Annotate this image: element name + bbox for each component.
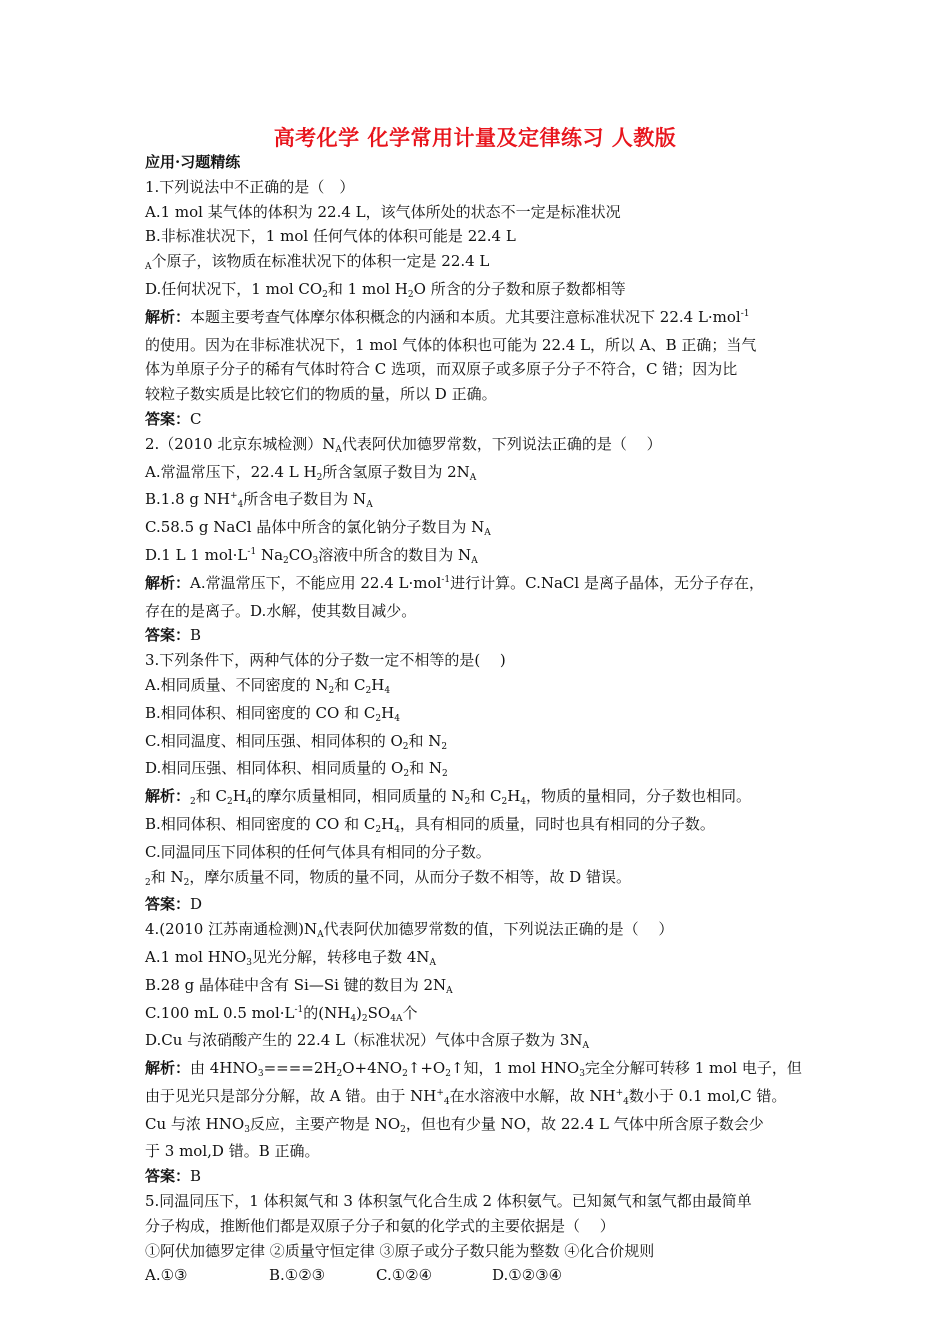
q1-option-b: B.非标准状况下，1 mol 任何气体的体积可能是 22.4 L	[145, 227, 516, 246]
q1-stem: 1.下列说法中不正确的是（ ）	[145, 177, 355, 196]
q5-option-d: D.①②③④	[492, 1266, 563, 1285]
q5-stem: 5.同温同压下，1 体积氮气和 3 体积氢气化合生成 2 体积氨气。已知氮气和氢气都由最简单	[145, 1192, 752, 1211]
q3-explanation-line: B.相同体积、相同密度的 CO 和 $C_2H_4$，具有相同的质量，同时也具有相同的分子数。	[145, 814, 715, 835]
q4-explanation-line: 由于见光只是部分分解，故 A 错。由于 $NH^+_4$在水溶液中水解，故 $NH^+_4$数小于 0.1 mol,C 错。	[145, 1086, 787, 1107]
section-heading: 应用·习题精练	[145, 153, 241, 171]
q5-options	[145, 1263, 815, 1288]
q3-explanation-line: C.同温同压下同体积的任何气体具有相同的分子数。	[145, 842, 491, 861]
q2-answer: 答案：B	[145, 626, 202, 645]
q1-explanation-line: 的使用。因为在非标准状况下，1 mol 气体的体积也可能为 22.4 L，所以 A、B 正确；当气	[145, 335, 757, 354]
q1-option-c: $_A$个原子，该物质在标准状况下的体积一定是 22.4 L	[145, 252, 490, 273]
q4-answer: 答案：B	[145, 1167, 202, 1186]
q1-option-d: D.任何状况下，1 mol $CO_2$和 1 mol $H_2O$ 所含的分子数和原子数都相等	[145, 279, 626, 300]
q5-option-a: A.①③	[145, 1266, 188, 1285]
q1-explanation-line: 体为单原子分子的稀有气体时符合 C 选项，而双原子或多原子分子不符合，C 错；因为比	[145, 360, 738, 379]
q4-option-a: A.1 mol $HNO_3$见光分解，转移电子数 $4N_A$	[145, 947, 436, 968]
document-title: 高考化学 化学常用计量及定律练习 人教版	[273, 125, 677, 150]
q5-stem: 分子构成，推断他们都是双原子分子和氨的化学式的主要依据是（ ）	[145, 1216, 615, 1235]
q2-option-a: A.常温常压下，22.4 L $H_2$所含氢原子数目为 $2N_A$	[145, 462, 477, 483]
q2-option-b: B.1.8 g $NH^+_4$所含电子数目为 $N_A$	[145, 490, 373, 511]
q2-option-d: D.1 L 1 $mol\cdot L^{-1}$ $Na_2CO_3$溶液中所含的数目为 $N_A$	[145, 545, 478, 566]
q1-explanation-line: 解析：本题主要考查气体摩尔体积概念的内涵和本质。尤其要注意标准状况下 22.4 L·mol$^{-1}$	[145, 307, 750, 326]
q4-explanation-line: Cu 与浓 $HNO_3$反应，主要产物是 $NO_2$，但也有少量 NO，故 22.4 L 气体中所含原子数会少	[145, 1114, 764, 1135]
q5-items: ①阿伏加德罗定律 ②质量守恒定律 ③原子或分子数只能为整数 ④化合价规则	[145, 1241, 655, 1260]
q3-option-a: A.相同质量、不同密度的 $N_2$和 $C_2H_4$	[145, 675, 391, 696]
q4-stem: 4.(2010 江苏南通检测)$N_A$代表阿伏加德罗常数的值，下列说法正确的是（ ）	[145, 920, 674, 941]
q2-stem: 2.（2010 北京东城检测）$N_A$代表阿伏加德罗常数，下列说法正确的是（ ）	[145, 434, 662, 455]
q1-answer: 答案：C	[145, 409, 202, 428]
q3-explanation-line: $_2$和 $N_2$，摩尔质量不同，物质的量不同，从而分子数不相等，故 D 错误。	[145, 867, 631, 888]
q4-explanation-line: 解析：由 $4HNO_3====2H_2O+4NO_2↑+O_2↑$知，1 mol $HNO_3$完全分解可转移 1 mol 电子，但	[145, 1059, 802, 1080]
q2-explanation-line: 解析：A.常温常压下，不能应用 22.4 L·mol$^{-1}$进行计算。C.NaCl 是离子晶体，无分子存在，	[145, 573, 764, 592]
q4-explanation-line: 于 3 mol,D 错。B 正确。	[145, 1142, 320, 1161]
q3-option-b: B.相同体积、相同密度的 CO 和 $C_2H_4$	[145, 703, 400, 724]
document-body	[145, 150, 815, 1288]
q4-option-d: D.Cu 与浓硝酸产生的 22.4 L（标准状况）气体中含原子数为 $3N_A$	[145, 1031, 589, 1052]
q5-option-c: C.①②④	[376, 1266, 433, 1285]
q3-option-c: C.相同温度、相同压强、相同体积的 $O_2$和 $N_2$	[145, 731, 448, 752]
q5-option-b: B.①②③	[269, 1266, 326, 1285]
q3-explanation-line: 解析：$_2$和 $C_2H_4$的摩尔质量相同，相同质量的 $N_2$和 $C_2H_4$，物质的量相同，分子数也相同。	[145, 787, 752, 808]
q1-explanation-line: 较粒子数实质是比较它们的物质的量，所以 D 正确。	[145, 385, 497, 404]
q3-option-d: D.相同压强、相同体积、相同质量的 $O_2$和 $N_2$	[145, 759, 448, 780]
q3-answer: 答案：D	[145, 895, 203, 914]
q4-option-c: C.100 mL 0.5 $mol\cdot L^{-1}$的$(NH_4)_2SO_{4A}$个	[145, 1003, 418, 1024]
q3-stem: 3.下列条件下，两种气体的分子数一定不相等的是( )	[145, 651, 506, 670]
q1-option-a: A.1 mol 某气体的体积为 22.4 L，该气体所处的状态不一定是标准状况	[145, 202, 621, 221]
q2-option-c: C.58.5 g NaCl 晶体中所含的氯化钠分子数目为 $N_A$	[145, 518, 491, 539]
q2-explanation-line: 存在的是离子。D.水解，使其数目减少。	[145, 601, 417, 620]
q4-option-b: B.28 g 晶体硅中含有 Si—Si 键的数目为 $2N_A$	[145, 975, 453, 996]
